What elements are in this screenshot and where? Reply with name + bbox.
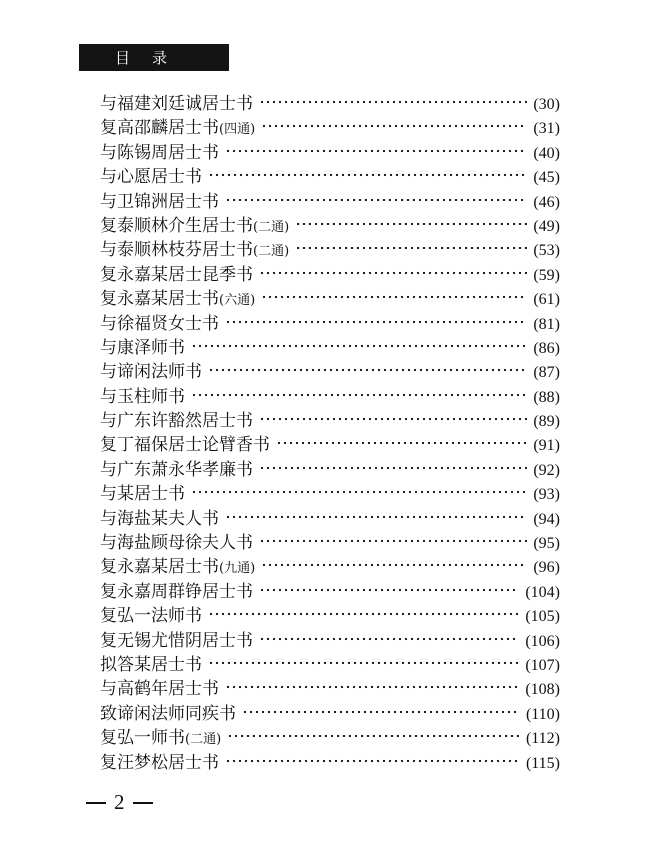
dot-leader [225, 758, 520, 764]
toc-entry-note: (六通) [219, 293, 256, 309]
toc-entry[interactable] [100, 482, 560, 506]
dot-leader [208, 660, 519, 666]
dot-leader [295, 221, 527, 227]
toc-entry[interactable] [100, 702, 560, 726]
footer-dash-right [133, 802, 153, 804]
page-footer [86, 790, 153, 815]
toc-entry[interactable] [100, 409, 560, 433]
dot-leader [225, 197, 527, 203]
toc-entry[interactable] [100, 116, 560, 140]
toc-entry-page: (106) [525, 632, 560, 650]
toc-entry-page: (104) [525, 583, 560, 601]
dot-leader [225, 684, 519, 690]
toc-entry-page: (89) [533, 413, 560, 431]
toc-entry-title: 与海盐顾母徐夫人书 [100, 533, 253, 554]
toc-entry-title: 与心愿居士书 [100, 167, 202, 188]
toc-entry[interactable] [100, 531, 560, 555]
dot-leader [259, 270, 527, 276]
toc-entry-page: (81) [533, 315, 560, 333]
toc-entry-title: 复弘一师书 [100, 728, 185, 749]
dot-leader [259, 538, 527, 544]
toc-entry-page: (86) [533, 339, 560, 357]
toc-entry-title: 复永嘉某居士书 [100, 557, 219, 578]
toc-entry-title: 与徐福贤女士书 [100, 313, 219, 334]
dot-leader [259, 416, 527, 422]
toc-entry[interactable] [100, 751, 560, 775]
dot-leader [208, 367, 527, 373]
toc-entry-page: (45) [533, 169, 560, 187]
dot-leader [208, 172, 527, 178]
page-number: 2 [114, 790, 125, 814]
toc-entry-title: 复弘一法师书 [100, 606, 202, 627]
toc-entry-title: 拟答某居士书 [100, 654, 202, 675]
toc-entry[interactable] [100, 336, 560, 360]
dot-leader [276, 440, 527, 446]
toc-entry-title: 复永嘉某居士书 [100, 289, 219, 310]
toc-entry[interactable] [100, 214, 560, 238]
toc-entry[interactable] [100, 263, 560, 287]
toc-entry-page: (115) [525, 754, 560, 772]
toc-entry-title: 与海盐某夫人书 [100, 508, 219, 529]
toc-entry-note: (九通) [219, 561, 256, 577]
toc-entry-page: (105) [525, 608, 560, 626]
toc-entry[interactable] [100, 92, 560, 116]
footer-dash-left [86, 802, 106, 804]
toc-entry-title: 与某居士书 [100, 484, 185, 505]
dot-leader [259, 587, 519, 593]
dot-leader [225, 319, 527, 325]
toc-entry-title: 复汪梦松居士书 [100, 752, 219, 773]
toc-entry[interactable] [100, 141, 560, 165]
toc-entry-title: 与高鹤年居士书 [100, 679, 219, 700]
toc-entry-page: (92) [533, 461, 560, 479]
toc-entry-title: 与陈锡周居士书 [100, 142, 219, 163]
toc-entry[interactable] [100, 653, 560, 677]
dot-leader [259, 636, 519, 642]
toc-entry-title: 复永嘉某居士昆季书 [100, 264, 253, 285]
toc-entry-page: (96) [533, 559, 560, 577]
toc-entry[interactable] [100, 726, 560, 750]
toc-entry[interactable] [100, 190, 560, 214]
toc-entry[interactable] [100, 604, 560, 628]
dot-leader [261, 123, 527, 129]
toc-entry-title: 与卫锦洲居士书 [100, 191, 219, 212]
toc-entry[interactable] [100, 287, 560, 311]
toc-entry[interactable] [100, 507, 560, 531]
toc-entry-note: (四通) [219, 122, 256, 138]
dot-leader [259, 99, 527, 105]
toc-entry-title: 与泰顺林枝芬居士书 [100, 240, 253, 261]
dot-leader [225, 148, 527, 154]
dot-leader [191, 489, 527, 495]
toc-entry-title: 与康泽师书 [100, 337, 185, 358]
toc-entry-page: (94) [533, 510, 560, 528]
toc-entry-title: 与谛闲法师书 [100, 362, 202, 383]
dot-leader [227, 733, 520, 739]
toc-entry-page: (40) [533, 144, 560, 162]
toc-entry-title: 与广东萧永华孝廉书 [100, 459, 253, 480]
toc-entry[interactable] [100, 629, 560, 653]
toc-entry-page: (61) [533, 291, 560, 309]
toc-entry-page: (95) [533, 535, 560, 553]
toc-entry-page: (93) [533, 486, 560, 504]
dot-leader [242, 709, 520, 715]
toc-entry-page: (53) [533, 242, 560, 260]
toc-entry-title: 复永嘉周群铮居士书 [100, 581, 253, 602]
toc-entry-note: (二通) [253, 219, 290, 235]
dot-leader [259, 465, 527, 471]
toc-entry-page: (49) [533, 217, 560, 235]
toc-entry-note: (二通) [185, 732, 222, 748]
toc-entry-title: 复泰顺林介生居士书 [100, 215, 253, 236]
toc-entry-page: (88) [533, 388, 560, 406]
toc-entry-title: 与玉柱师书 [100, 386, 185, 407]
toc-entry[interactable] [100, 312, 560, 336]
toc-entry[interactable] [100, 165, 560, 189]
toc-entry[interactable] [100, 677, 560, 701]
toc-header [79, 44, 229, 71]
toc-entry-page: (110) [525, 705, 560, 723]
toc-entry[interactable] [100, 433, 560, 457]
toc-entry-note: (二通) [253, 244, 290, 260]
toc-entry-title: 与福建刘廷诚居士书 [100, 94, 253, 114]
dot-leader [191, 343, 527, 349]
toc-entry[interactable] [100, 580, 560, 604]
toc-entry[interactable] [100, 238, 560, 262]
toc-entry-page: (31) [533, 120, 560, 138]
toc-entry[interactable] [100, 555, 560, 579]
toc-entry-title: 复高邵麟居士书 [100, 118, 219, 139]
dot-leader [208, 611, 519, 617]
dot-leader [191, 392, 527, 398]
dot-leader [295, 245, 527, 251]
dot-leader [225, 514, 527, 520]
dot-leader [261, 294, 527, 300]
toc-entry-title: 与广东许豁然居士书 [100, 411, 253, 432]
toc-header-title: 目录 [115, 49, 190, 67]
toc-entry-title: 致谛闲法师同疾书 [100, 703, 236, 724]
toc-entry-page: (30) [533, 96, 560, 113]
toc-entry[interactable] [100, 385, 560, 409]
dot-leader [261, 562, 527, 568]
toc-entry[interactable] [100, 458, 560, 482]
toc-entry-page: (46) [533, 193, 560, 211]
toc-entry-title: 复丁福保居士论臂香书 [100, 435, 270, 456]
toc-entry-page: (59) [533, 266, 560, 284]
toc-entry-page: (112) [525, 730, 560, 748]
toc-entry[interactable] [100, 360, 560, 384]
toc-entry-page: (87) [533, 364, 560, 382]
toc-list [100, 92, 560, 775]
toc-entry-title: 复无锡尤惜阴居士书 [100, 630, 253, 651]
toc-entry-page: (107) [525, 656, 560, 674]
toc-entry-page: (108) [525, 681, 560, 699]
toc-entry-page: (91) [533, 437, 560, 455]
